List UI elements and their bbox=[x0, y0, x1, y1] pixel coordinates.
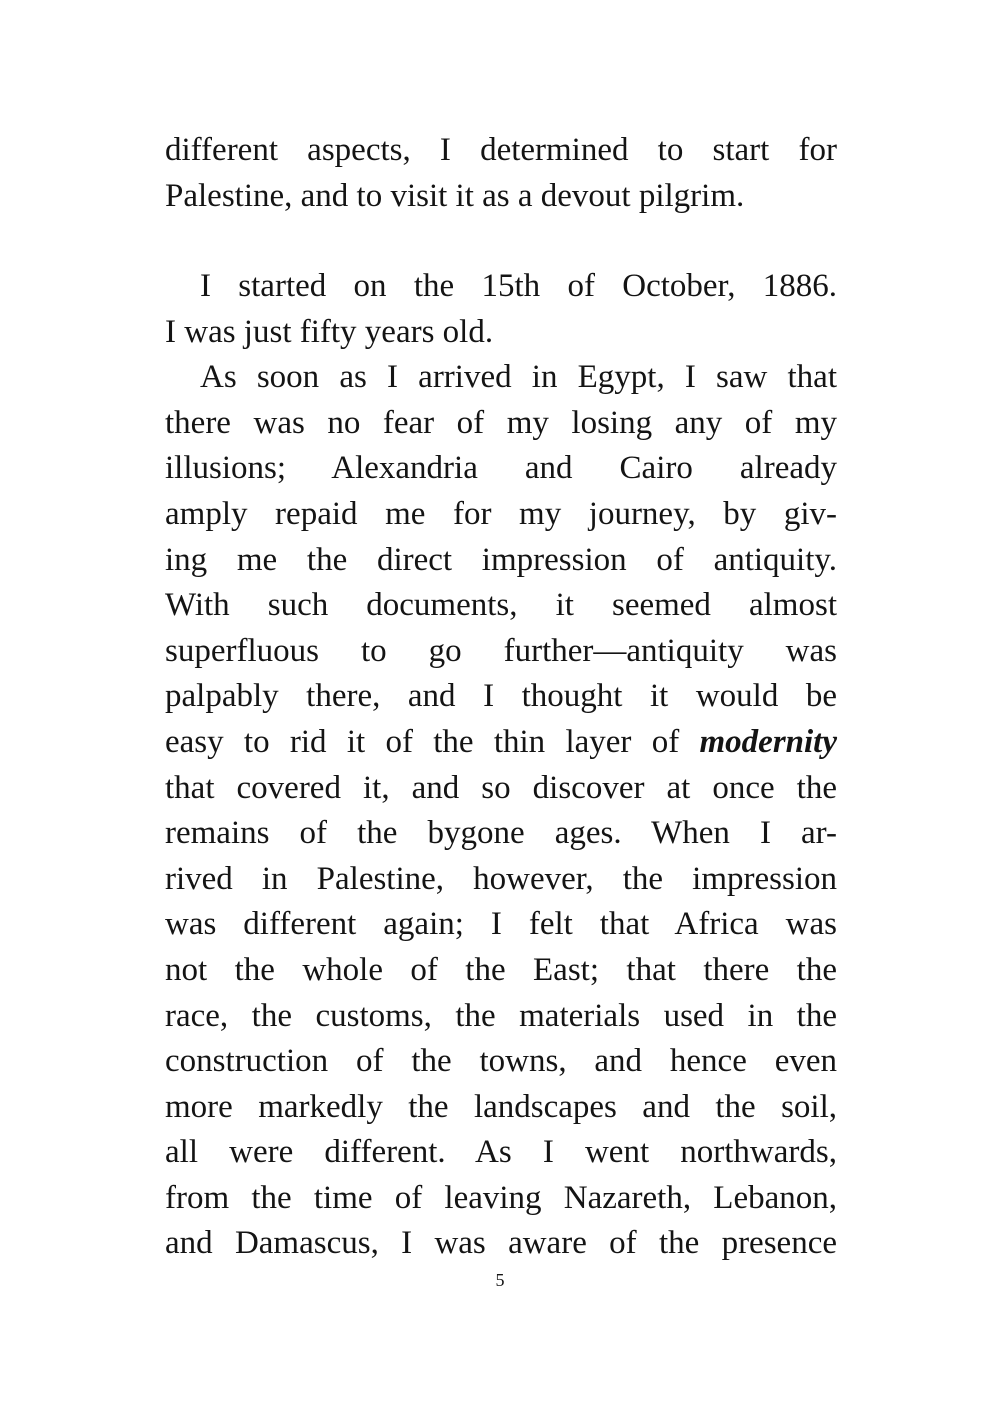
text-line: I was just fifty years old. bbox=[165, 313, 494, 350]
text-line: construction of the towns, and hence even bbox=[165, 1043, 837, 1080]
text-line: all were different. As I went northwards, bbox=[165, 1134, 837, 1171]
text-line: I started on the 15th of October, 1886. bbox=[200, 268, 837, 304]
text-line: palpably there, and I thought it would be bbox=[165, 678, 837, 715]
text-line: remains of the bygone ages. When I ar- bbox=[165, 815, 837, 852]
text-line-with-italic bbox=[165, 720, 837, 766]
text-line: As soon as I arrived in Egypt, I saw that bbox=[200, 359, 837, 396]
page-number: 5 bbox=[495, 1270, 505, 1290]
text-line: With such documents, it seemed almost bbox=[165, 587, 837, 624]
text-line: illusions; Alexandria and Cairo already bbox=[165, 450, 837, 487]
text-fragment: easy to rid it of the thin layer of bbox=[165, 723, 680, 760]
text-line: race, the customs, the materials used in the bbox=[165, 997, 837, 1034]
text-line: ing me the direct impression of antiquity. bbox=[165, 541, 837, 578]
text-line: superfluous to go further—antiquity was bbox=[165, 632, 837, 669]
body-text bbox=[165, 264, 837, 1267]
text-line: from the time of leaving Nazareth, Lebanon, bbox=[165, 1179, 837, 1216]
italic-word: modernity bbox=[699, 723, 837, 760]
text-line: not the whole of the East; that there the bbox=[165, 951, 837, 988]
text-line: that covered it, and so discover at once the bbox=[165, 769, 837, 806]
text-line: more markedly the landscapes and the soil, bbox=[165, 1088, 837, 1125]
paragraph-egypt-palestine bbox=[165, 355, 837, 1267]
text-line: different aspects, I determined to start for bbox=[165, 132, 837, 168]
text-line: was different again; I felt that Africa was bbox=[165, 906, 837, 943]
paragraph-continued bbox=[165, 128, 837, 219]
text-line: rived in Palestine, however, the impression bbox=[165, 860, 837, 897]
text-line: and Damascus, I was aware of the presence bbox=[165, 1225, 837, 1262]
paragraph-start-date bbox=[165, 264, 837, 355]
text-line: amply repaid me for my journey, by giv- bbox=[165, 495, 837, 532]
text-line: Palestine, and to visit it as a devout pilgrim. bbox=[165, 177, 745, 214]
text-line: there was no fear of my losing any of my bbox=[165, 404, 837, 441]
